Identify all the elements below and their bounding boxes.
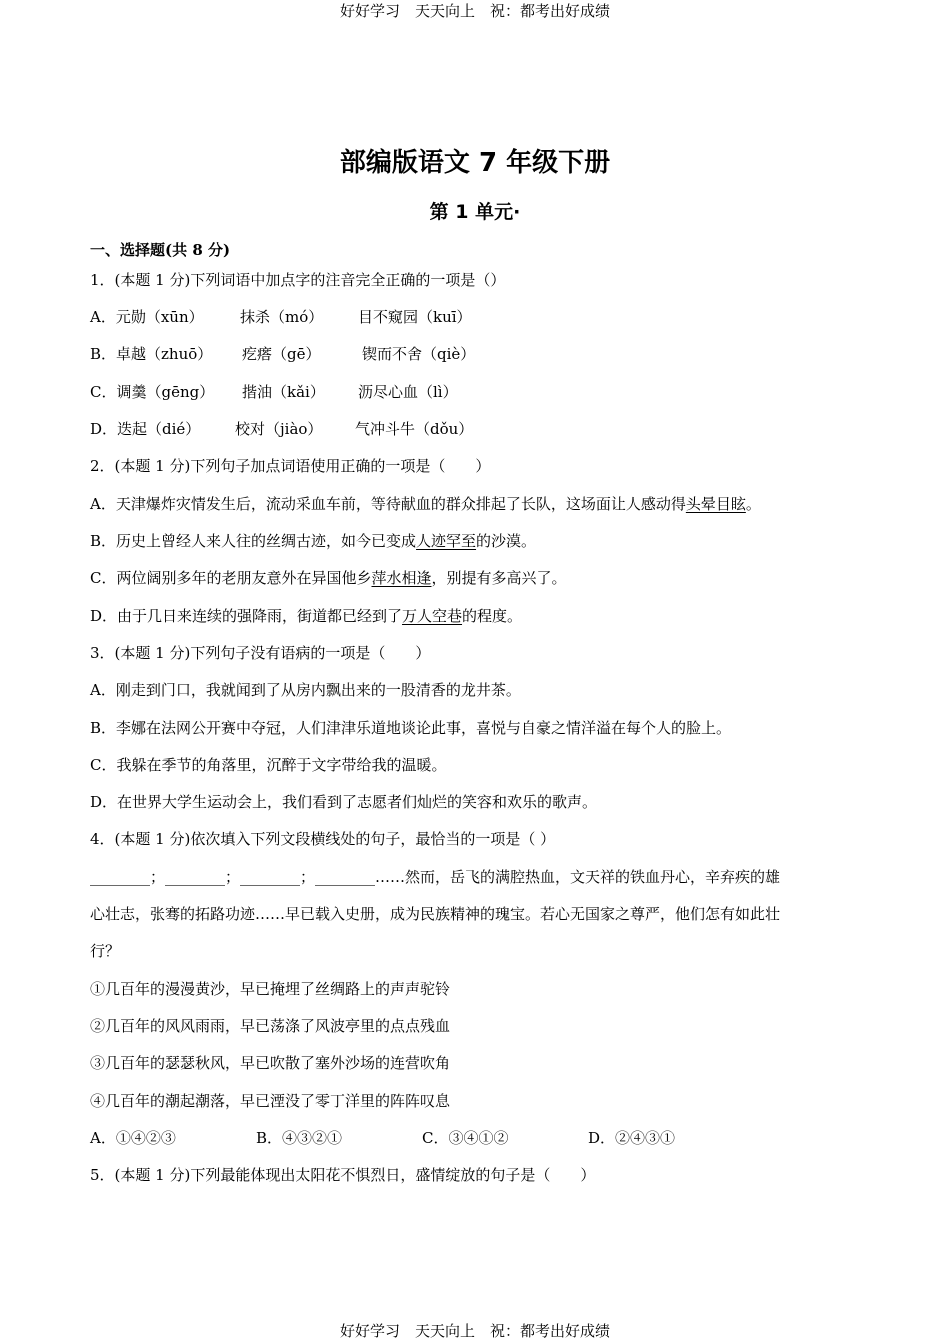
q2-a-text: A．天津爆炸灾情发生后，流动采血车前，等待献血的群众排起了长队，这场面让人感动得 xyxy=(90,495,686,513)
q1-option-a xyxy=(90,307,865,327)
q4-passage-line-3: 行？ xyxy=(90,942,121,960)
unit-subtitle: 第 1 单元· xyxy=(429,201,521,223)
q1-b-1: B．卓越（zhuō） xyxy=(90,345,213,363)
q2-b-underlined: 人迹罕至 xyxy=(416,532,477,550)
q2-b-text: B．历史上曾经人来人往的丝绸古迹，如今已变成 xyxy=(90,532,417,550)
q1-a-1: A．元勋（xūn） xyxy=(90,308,204,326)
q1-a-2: 抹杀（mó） xyxy=(240,308,324,326)
q1-d-1: D．迭起（dié） xyxy=(90,420,201,438)
q3-option-c: C．我躲在季节的角落里，沉醉于文字带给我的温暖。 xyxy=(90,756,447,774)
q3-stem: 3．(本题 1 分)下列句子没有语病的一项是（ ） xyxy=(90,644,431,662)
q1-c-2: 揩油（kǎi） xyxy=(242,383,325,401)
q4-option-c: C．③④①② xyxy=(422,1129,509,1147)
q4-item-1: ①几百年的漫漫黄沙，早已掩埋了丝绸路上的声声驼铃 xyxy=(90,980,451,998)
q4-passage-line-2: 心壮志，张骞的拓路功迹……早已载入史册，成为民族精神的瑰宝。若心无国家之尊严，他们怎有如此壮 xyxy=(90,905,781,923)
q2-stem: 2．(本题 1 分)下列句子加点词语使用正确的一项是（ ） xyxy=(90,457,491,475)
q1-c-1: C．调羹（gēng） xyxy=(90,383,215,401)
page-footer: 好好学习 天天向上 祝：都考出好成绩 xyxy=(339,1322,610,1340)
q2-d-text: D．由于几日来连续的强降雨，街道都已经到了 xyxy=(90,607,403,625)
q3-option-b: B．李娜在法网公开赛中夺冠，人们津津乐道地谈论此事，喜悦与自豪之情洋溢在每个人的脸上。 xyxy=(90,719,732,737)
q2-option-a xyxy=(90,494,865,514)
q4-item-2: ②几百年的风风雨雨，早已荡涤了风波亭里的点点残血 xyxy=(90,1017,451,1035)
q4-option-d: D．②④③① xyxy=(588,1129,676,1147)
q4-option-b: B．④③②① xyxy=(256,1129,343,1147)
q1-b-3: 锲而不舍（qiè） xyxy=(362,345,476,363)
q4-options xyxy=(90,1128,865,1148)
q4-option-a: A．①④②③ xyxy=(90,1129,176,1147)
page-header: 好好学习 天天向上 祝：都考出好成绩 xyxy=(339,2,610,20)
q5-stem: 5．(本题 1 分)下列最能体现出太阳花不惧烈日，盛情绽放的句子是（ ） xyxy=(90,1166,596,1184)
q4-stem: 4．(本题 1 分)依次填入下列文段横线处的句子，最恰当的一项是（ ） xyxy=(90,830,556,848)
q2-option-c xyxy=(90,568,865,588)
q4-passage-line-1: ________；________；________；________……然而，岳飞的满腔热血，文天祥的铁血丹心，辛弃疾的雄 xyxy=(90,868,781,886)
q1-d-2: 校对（jiào） xyxy=(235,420,323,438)
q1-option-b xyxy=(90,344,865,364)
q4-item-3: ③几百年的瑟瑟秋风，早已吹散了塞外沙场的连营吹角 xyxy=(90,1054,451,1072)
q1-d-3: 气冲斗牛（dǒu） xyxy=(355,420,474,438)
q2-b-tail: 的沙漠。 xyxy=(476,532,537,550)
q2-d-underlined: 万人空巷 xyxy=(402,607,463,625)
q1-stem: 1．(本题 1 分)下列词语中加点字的注音完全正确的一项是（） xyxy=(90,271,506,289)
q1-a-3: 目不窥园（kuī） xyxy=(358,308,472,326)
q2-a-underlined: 头晕目眩 xyxy=(685,495,746,513)
q1-c-3: 沥尽心血（lì） xyxy=(358,383,458,401)
q1-b-2: 疙瘩（gē） xyxy=(242,345,321,363)
q2-c-text: C．两位阔别多年的老朋友意外在异国他乡 xyxy=(90,569,372,587)
document-title: 部编版语文 7 年级下册 xyxy=(339,148,611,178)
q2-d-tail: 的程度。 xyxy=(462,607,523,625)
q2-c-underlined: 萍水相逢 xyxy=(371,569,432,587)
q2-option-d xyxy=(90,606,865,626)
q3-option-a: A．刚走到门口，我就闻到了从房内飘出来的一股清香的龙井茶。 xyxy=(90,681,521,699)
q1-option-c xyxy=(90,382,865,402)
section-heading: 一、选择题(共 8 分) xyxy=(90,241,231,259)
q4-item-4: ④几百年的潮起潮落，早已湮没了零丁洋里的阵阵叹息 xyxy=(90,1092,451,1110)
q2-a-tail: 。 xyxy=(745,495,761,513)
q2-c-tail: ，别提有多高兴了。 xyxy=(431,569,567,587)
q3-option-d: D．在世界大学生运动会上，我们看到了志愿者们灿烂的笑容和欢乐的歌声。 xyxy=(90,793,598,811)
q1-option-d xyxy=(90,419,865,439)
q2-option-b xyxy=(90,531,865,551)
